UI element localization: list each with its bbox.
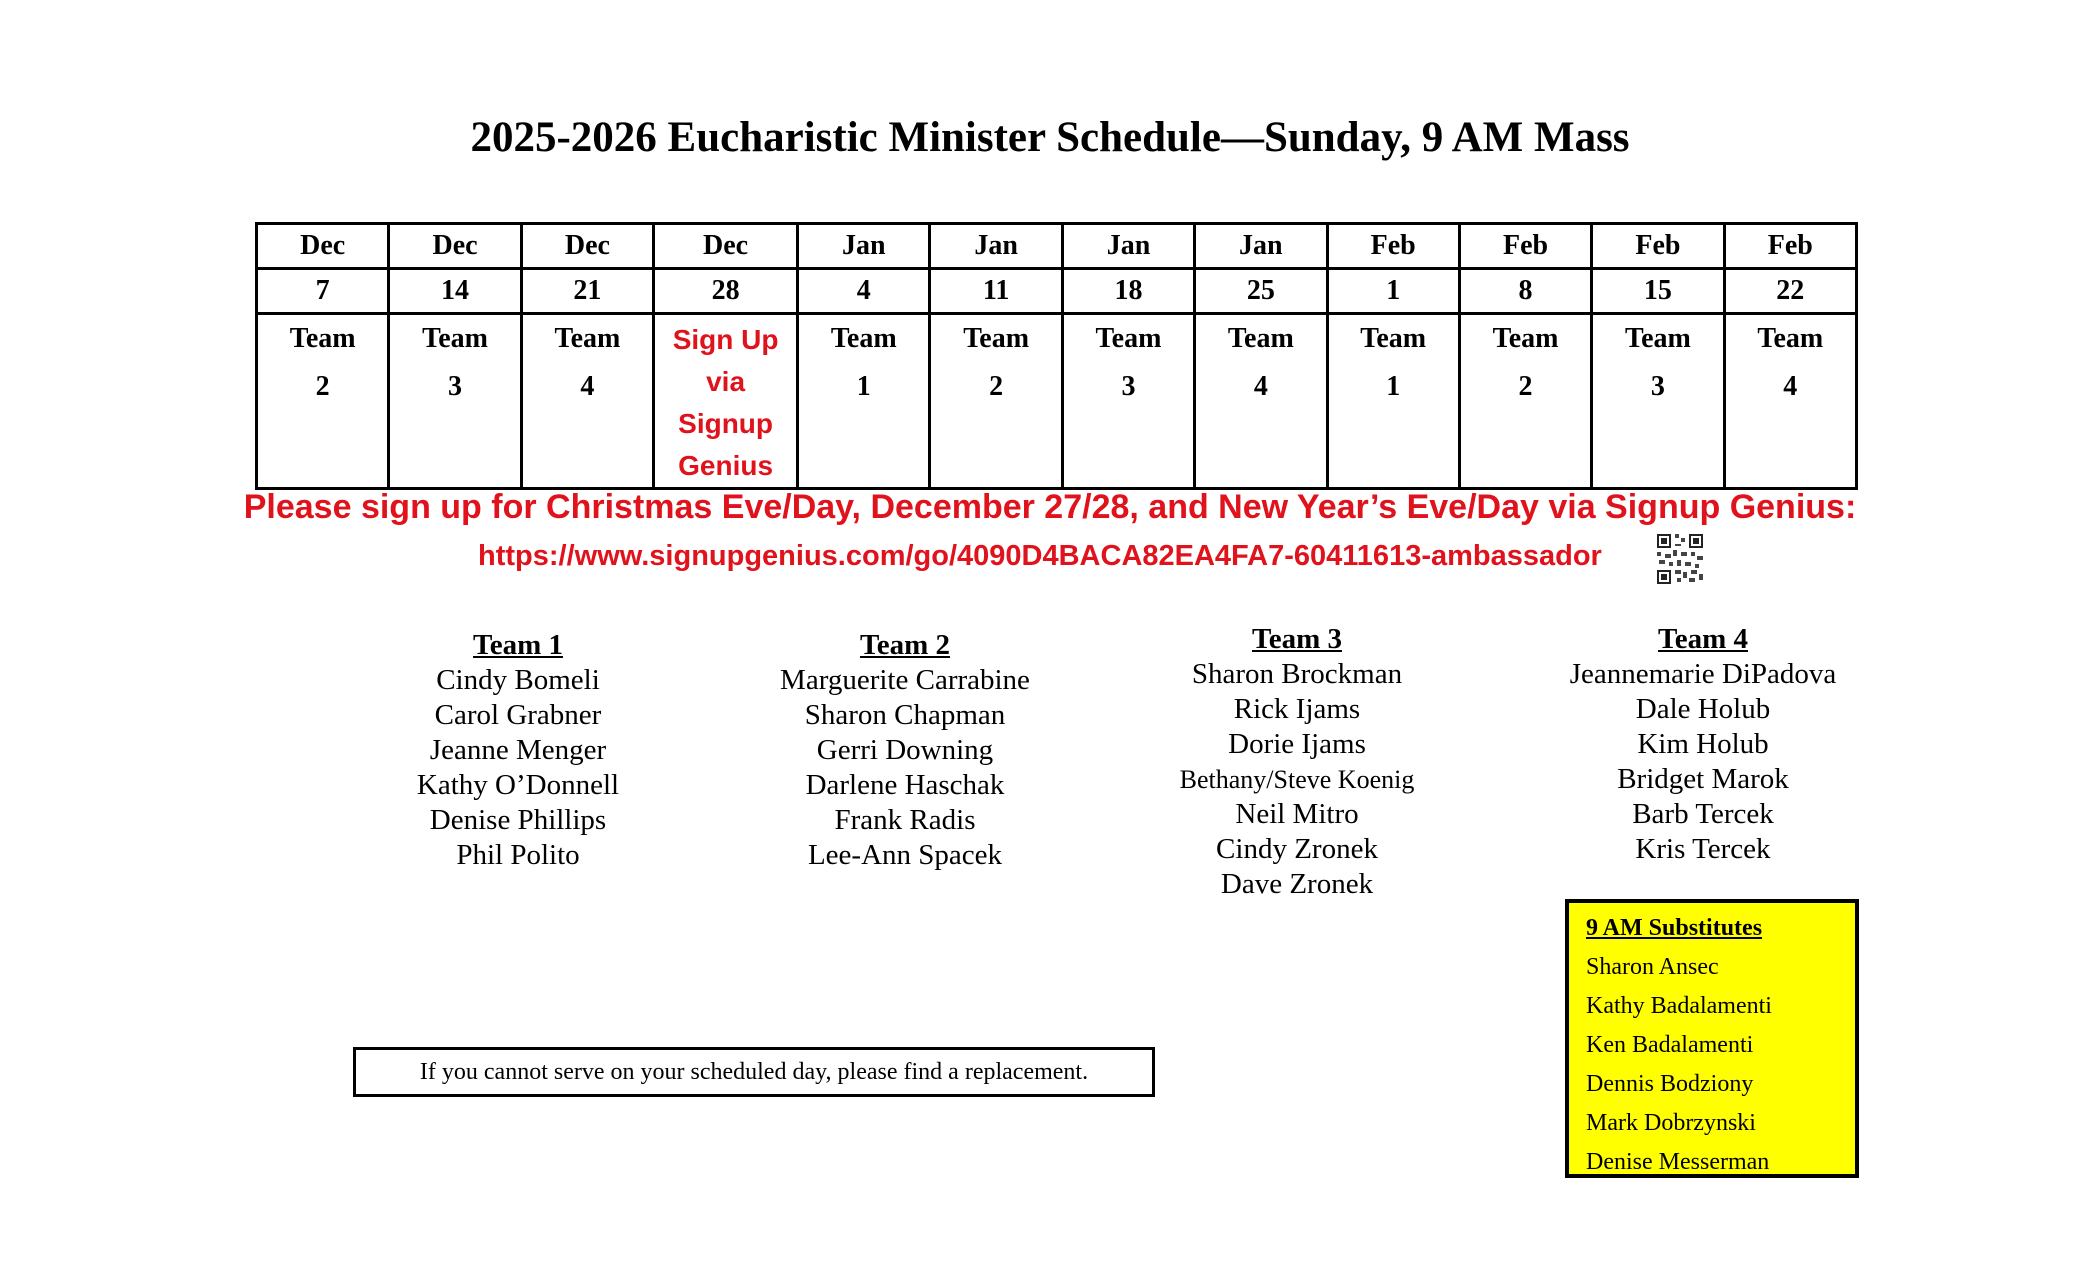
- list-item: Cindy Bomeli: [436, 664, 600, 696]
- day-cell: 28: [654, 269, 798, 314]
- month-cell: Dec: [257, 224, 389, 269]
- team-row: [257, 314, 1857, 489]
- list-item: Sharon Chapman: [804, 699, 1006, 731]
- team-cell: [1459, 314, 1591, 489]
- team-cell: [1062, 314, 1194, 489]
- qr-code-icon: [1655, 532, 1705, 586]
- team-2-list: [695, 628, 1115, 873]
- team-number: 1: [1386, 371, 1401, 402]
- replacement-note: If you cannot serve on your scheduled day, please find a replacement.: [353, 1047, 1155, 1097]
- list-item: Barb Tercek: [1632, 798, 1774, 830]
- team-number: 3: [1121, 371, 1136, 402]
- team-number: 2: [315, 371, 330, 402]
- list-item: Marguerite Carrabine: [780, 664, 1030, 696]
- team-heading: Team 4: [1658, 623, 1748, 655]
- list-item: Bethany/Steve Koenig: [1179, 765, 1415, 794]
- team-label: Team: [1227, 323, 1294, 354]
- team-cell: [930, 314, 1062, 489]
- list-item: Ken Badalamenti: [1586, 1032, 1754, 1058]
- team-cell: [1724, 314, 1856, 489]
- day-cell: 21: [521, 269, 653, 314]
- team-1-list: [308, 628, 728, 873]
- month-cell: Dec: [521, 224, 653, 269]
- team-label: Team: [1624, 323, 1691, 354]
- substitutes-box: [1565, 899, 1859, 1178]
- team-label: Team: [554, 323, 621, 354]
- list-item: Dorie Ijams: [1228, 728, 1366, 760]
- team-cell: [798, 314, 930, 489]
- team-cell: [1195, 314, 1327, 489]
- team-number: 3: [1650, 371, 1665, 402]
- team-4-list: [1493, 622, 1913, 867]
- list-item: Gerri Downing: [816, 734, 994, 766]
- team-label: Team: [1095, 323, 1162, 354]
- list-item: Frank Radis: [834, 804, 976, 836]
- month-cell: Jan: [1195, 224, 1327, 269]
- list-item: Neil Mitro: [1235, 798, 1359, 830]
- team-cell: [257, 314, 389, 489]
- list-item: Jeannemarie DiPadova: [1569, 658, 1837, 690]
- day-cell: 4: [798, 269, 930, 314]
- signup-cell: [654, 314, 798, 489]
- team-label: Team: [422, 323, 488, 354]
- list-item: Denise Phillips: [429, 804, 607, 836]
- day-cell: 11: [930, 269, 1062, 314]
- month-row: [257, 224, 1857, 269]
- day-row: [257, 269, 1857, 314]
- list-item: Dave Zronek: [1220, 868, 1374, 900]
- day-cell: 22: [1724, 269, 1856, 314]
- list-item: Kathy O’Donnell: [416, 769, 620, 801]
- signup-line: Sign Up: [672, 324, 779, 355]
- day-cell: 25: [1195, 269, 1327, 314]
- month-cell: Feb: [1327, 224, 1459, 269]
- team-label: Team: [1492, 323, 1559, 354]
- list-item: Kris Tercek: [1635, 833, 1771, 865]
- list-item: Sharon Brockman: [1191, 658, 1403, 690]
- signup-announcement: Please sign up for Christmas Eve/Day, December 27/28, and New Year’s Eve/Day via Signup Genius:: [243, 488, 1857, 526]
- list-item: Darlene Haschak: [805, 769, 1005, 801]
- list-item: Kim Holub: [1637, 728, 1769, 760]
- team-cell: [1327, 314, 1459, 489]
- team-label: Team: [830, 323, 897, 354]
- team-number: 4: [580, 371, 595, 402]
- list-item: Denise Messerman: [1586, 1149, 1770, 1175]
- list-item: Jeanne Menger: [429, 734, 607, 766]
- team-number: 1: [856, 371, 871, 402]
- list-item: Cindy Zronek: [1216, 833, 1378, 865]
- day-cell: 7: [257, 269, 389, 314]
- page-title: 2025-2026 Eucharistic Minister Schedule—Sunday, 9 AM Mass: [470, 114, 1630, 161]
- team-number: 4: [1783, 371, 1798, 402]
- team-cell: [521, 314, 653, 489]
- team-3-list: [1087, 622, 1507, 902]
- month-cell: Jan: [798, 224, 930, 269]
- list-item: Phil Polito: [456, 839, 580, 871]
- team-heading: Team 1: [473, 629, 563, 661]
- day-cell: 18: [1062, 269, 1194, 314]
- month-cell: Feb: [1459, 224, 1591, 269]
- month-cell: Feb: [1724, 224, 1856, 269]
- team-label: Team: [1757, 323, 1824, 354]
- list-item: Bridget Marok: [1617, 763, 1789, 795]
- signup-line: via Signup: [678, 366, 774, 439]
- team-cell: [1592, 314, 1724, 489]
- team-number: 2: [1518, 371, 1533, 402]
- team-number: 4: [1253, 371, 1268, 402]
- month-cell: Jan: [1062, 224, 1194, 269]
- list-item: Dennis Bodziony: [1586, 1071, 1754, 1097]
- day-cell: 14: [389, 269, 521, 314]
- day-cell: 8: [1459, 269, 1591, 314]
- team-label: Team: [1360, 323, 1427, 354]
- team-cell: [389, 314, 521, 489]
- team-heading: Team 3: [1252, 623, 1342, 655]
- team-label: Team: [289, 323, 356, 354]
- signup-url-link[interactable]: https://www.signupgenius.com/go/4090D4BACA82EA4FA7-60411613-ambassador: [478, 540, 1602, 572]
- list-item: Sharon Ansec: [1586, 954, 1719, 980]
- list-item: Dale Holub: [1635, 693, 1771, 725]
- month-cell: Jan: [930, 224, 1062, 269]
- month-cell: Dec: [654, 224, 798, 269]
- list-item: Mark Dobrzynski: [1586, 1110, 1756, 1136]
- month-cell: Dec: [389, 224, 521, 269]
- schedule-table: [255, 222, 1858, 490]
- team-number: 2: [989, 371, 1004, 402]
- day-cell: 1: [1327, 269, 1459, 314]
- month-cell: Feb: [1592, 224, 1724, 269]
- list-item: Kathy Badalamenti: [1586, 993, 1772, 1019]
- list-item: Lee-Ann Spacek: [807, 839, 1003, 871]
- substitutes-heading: 9 AM Substitutes: [1586, 915, 1763, 941]
- team-label: Team: [963, 323, 1030, 354]
- list-item: Carol Grabner: [434, 699, 602, 731]
- list-item: Rick Ijams: [1233, 693, 1361, 725]
- signup-line: Genius: [678, 450, 774, 481]
- day-cell: 15: [1592, 269, 1724, 314]
- team-number: 3: [448, 371, 463, 402]
- team-heading: Team 2: [860, 629, 950, 661]
